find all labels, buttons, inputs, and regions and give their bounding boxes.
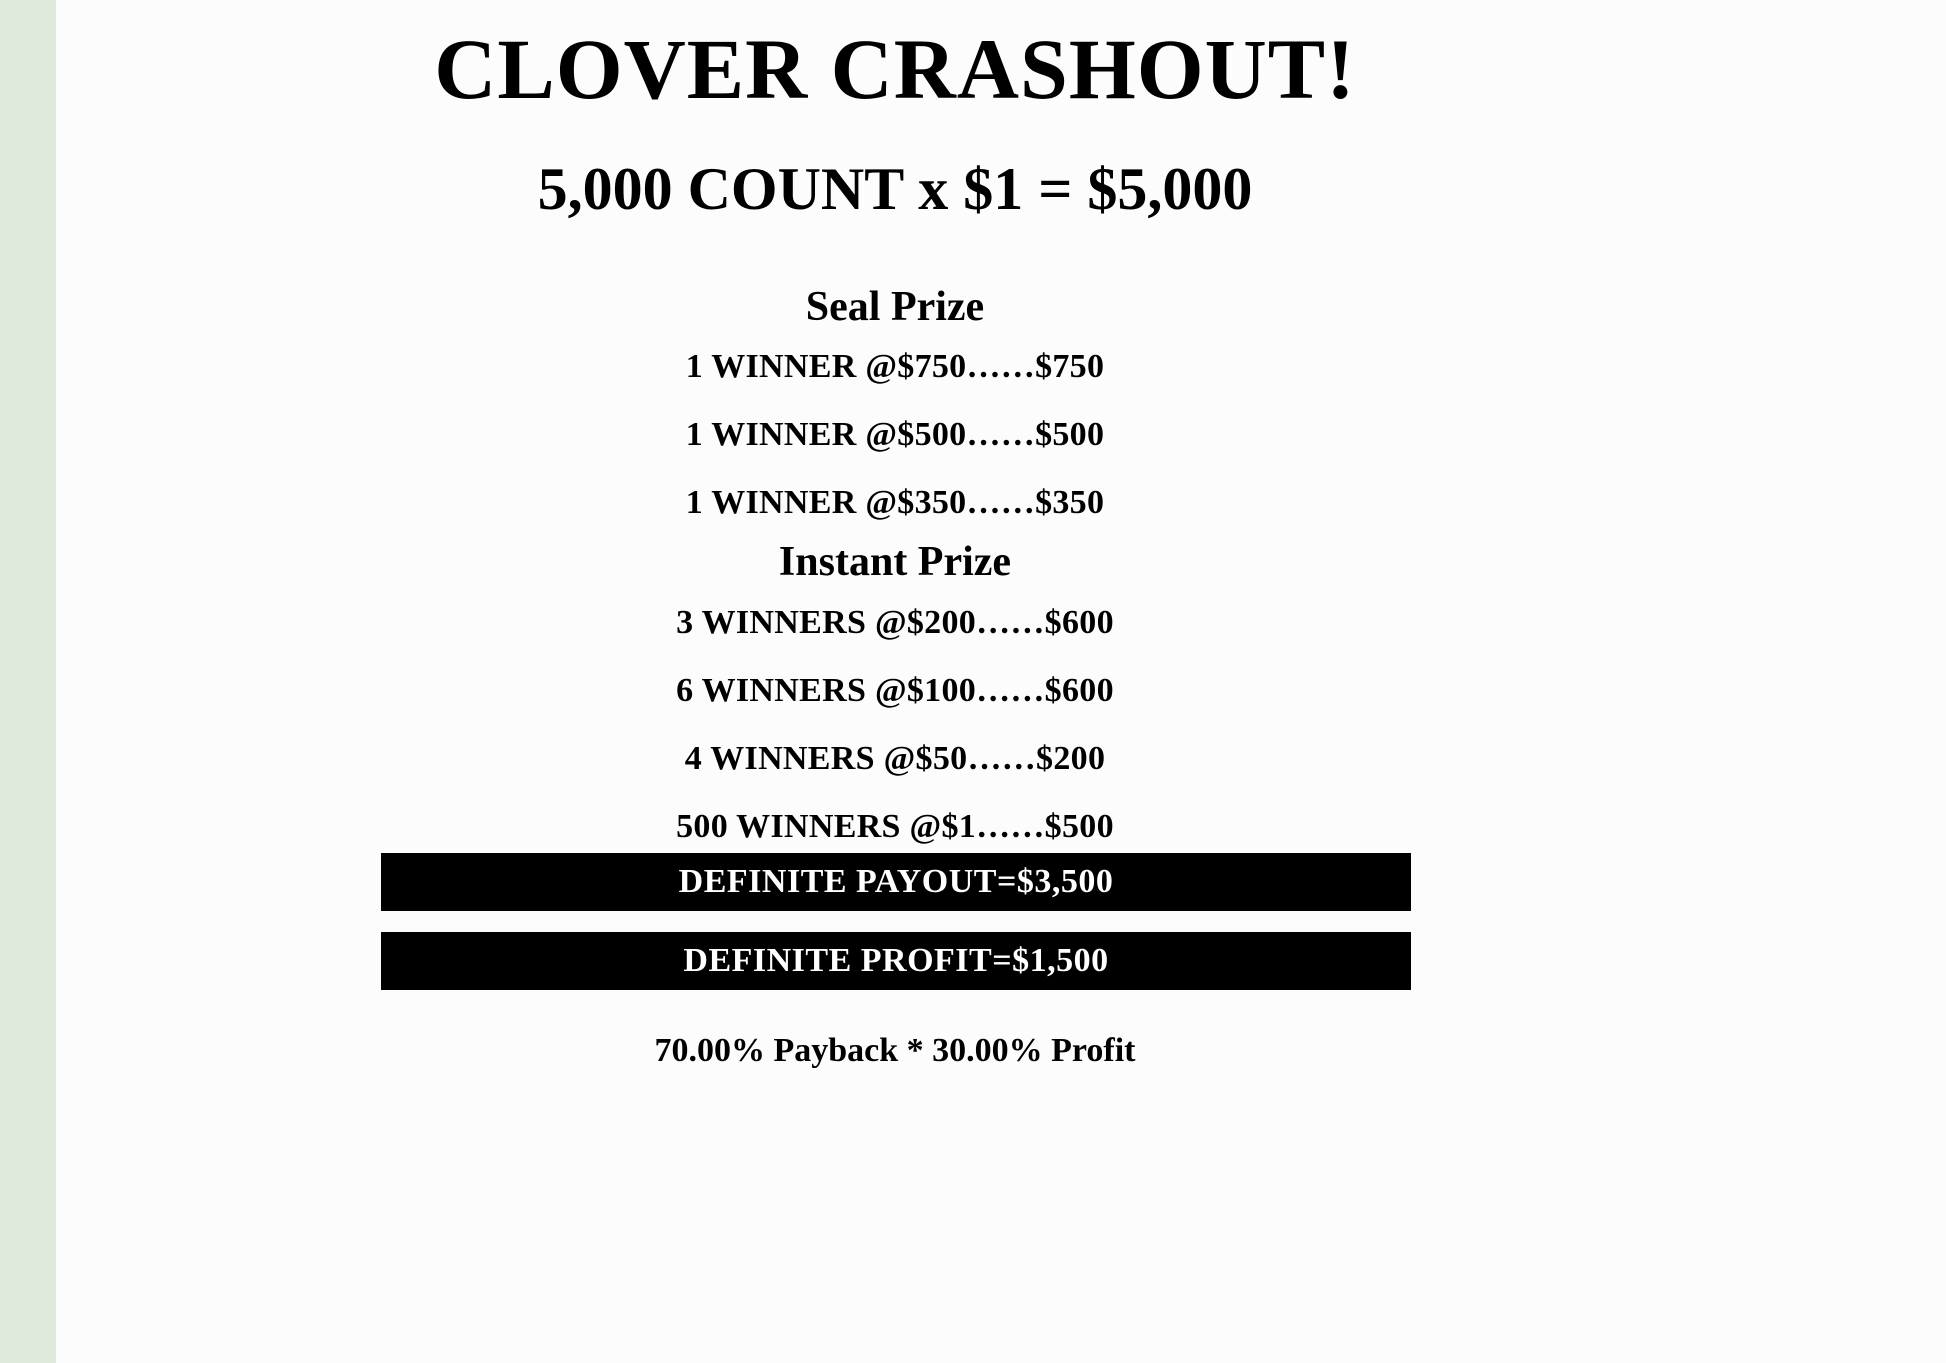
flyer-content: [56, 0, 1734, 1363]
instant-prize-list: [56, 604, 1734, 876]
instant-prize-heading: Instant Prize: [778, 539, 1012, 585]
instant-prize-line: 500 WINNERS @$1……$500: [676, 808, 1114, 845]
instant-prize-line: 6 WINNERS @$100……$600: [676, 672, 1114, 709]
flyer-sheet: [56, 0, 1946, 1363]
seal-prize-line: 1 WINNER @$500……$500: [685, 416, 1105, 453]
seal-prize-line: 1 WINNER @$350……$350: [685, 484, 1105, 521]
definite-profit-banner: DEFINITE PROFIT=$1,500: [381, 932, 1411, 990]
payback-profit-footer: 70.00% Payback * 30.00% Profit: [654, 1032, 1136, 1069]
document-page: [56, 0, 1946, 1363]
instant-prize-line: 3 WINNERS @$200……$600: [676, 604, 1114, 641]
definite-payout-banner: DEFINITE PAYOUT=$3,500: [381, 853, 1411, 911]
seal-prize-line: 1 WINNER @$750……$750: [685, 348, 1105, 385]
left-margin-strip: [0, 0, 56, 1363]
seal-prize-heading: Seal Prize: [805, 284, 985, 330]
seal-prize-list: [56, 348, 1734, 552]
flyer-subtitle: 5,000 COUNT x $1 = $5,000: [537, 156, 1253, 222]
flyer-title: CLOVER CRASHOUT!: [434, 21, 1356, 117]
instant-prize-line: 4 WINNERS @$50……$200: [684, 740, 1106, 777]
